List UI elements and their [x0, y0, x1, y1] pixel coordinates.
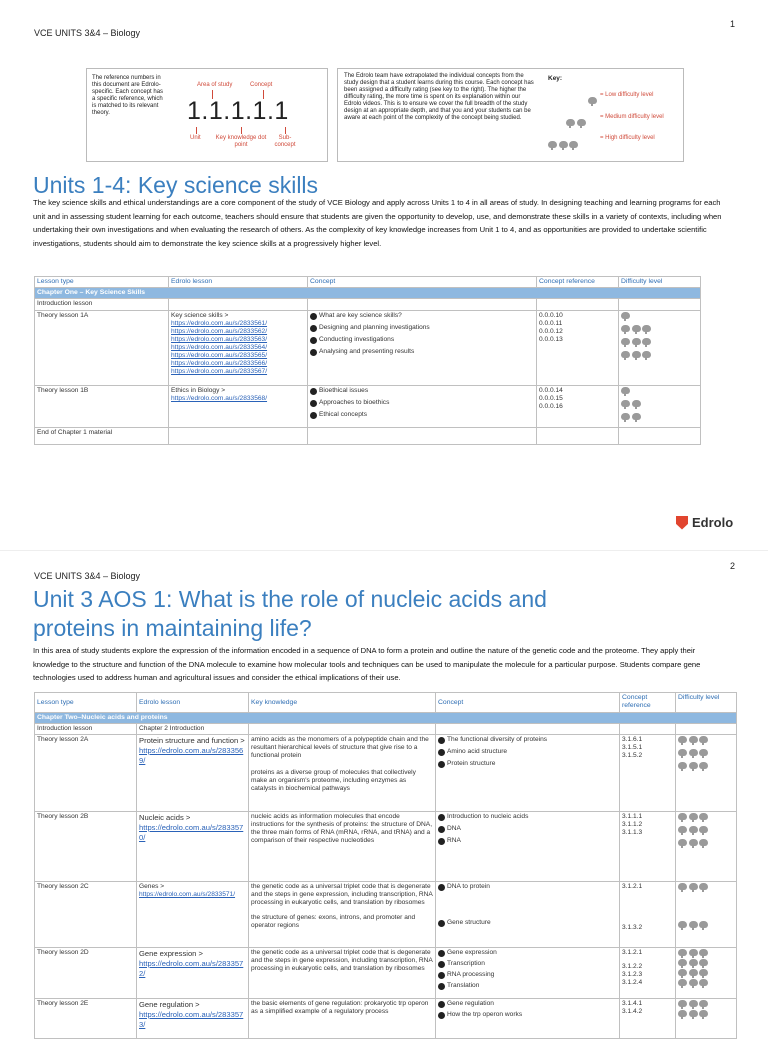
concept-item: Introduction to nucleic acids: [447, 813, 529, 820]
medium-difficulty-icons: [566, 113, 587, 131]
brain-icon: [699, 839, 708, 846]
brain-icon: [689, 813, 698, 820]
chapter-title: Chapter One – Key Science Skills: [35, 288, 701, 299]
concept-item: What are key science skills?: [319, 312, 402, 319]
brain-icon: [569, 141, 578, 148]
brain-icon: [621, 400, 630, 407]
concept-ref: 3.1.5.1: [622, 744, 643, 751]
key-title: Key:: [548, 75, 563, 82]
concept-ref: 0.0.0.13: [539, 336, 563, 343]
concept-item: RNA processing: [447, 971, 495, 978]
brain-icon: [678, 921, 687, 928]
concepts: [436, 735, 620, 812]
brain-icon: [678, 979, 687, 986]
key-knowledge: [249, 882, 436, 948]
difficulty-cell: [676, 948, 737, 999]
key-knowledge: the genetic code as a universal triplet code that is degenerate and the steps in gene expression, including transcription, RNA processing in eukaryotic cells, and translation by ribosomes: [249, 948, 436, 999]
table-row: [35, 724, 737, 735]
concept-item: Bioethical issues: [319, 387, 369, 394]
brain-icon: [678, 883, 687, 890]
brain-icon: [678, 813, 687, 820]
bullet-icon: [310, 349, 317, 356]
edrolo-lesson: [169, 311, 308, 386]
lesson-type: Theory lesson 2C: [35, 882, 137, 948]
concept-ref: 3.1.2.2: [622, 963, 643, 970]
brain-icon: [689, 1000, 698, 1007]
reference-key-box: [86, 68, 328, 162]
difficulty-rating: [621, 312, 698, 320]
lesson-link[interactable]: https://edrolo.com.au/s/2833567/: [171, 368, 268, 375]
concepts: [436, 999, 620, 1039]
lesson-title: Protein structure and function >: [139, 736, 245, 745]
brain-icon: [689, 969, 698, 976]
lesson-type: Introduction lesson: [35, 299, 169, 311]
intro-paragraph: The key science skills and ethical understandings are a core component of the study of VCE Biology and apply across Units 1 to 4 in all areas of study. In designing teaching and learning programs for each unit and in assessing student learning for each outcome, teachers should ensure that students are given the opportunity to develop, use, and demonstrate these skills in a variety of contexts, including when undertaking their own investigations and when evaluating the research of others. As the complexity of key knowledge increases from Unit 1 to 4, and as opportunities are provided to undertake scientific investigations, students should aim to demonstrate the key science skills at a progressively higher level.: [33, 198, 722, 248]
bullet-icon: [438, 737, 445, 744]
bullet-icon: [438, 1012, 445, 1019]
bullet-icon: [310, 388, 317, 395]
brain-icon: [621, 325, 630, 332]
label-unit: Unit: [190, 135, 201, 141]
concept-ref: 0.0.0.11: [539, 320, 563, 327]
concept-references: [537, 386, 619, 428]
brain-icon: [632, 338, 641, 345]
concept-item: Protein structure: [447, 760, 496, 767]
chapter-title: Chapter Two–Nucleic acids and proteins: [35, 713, 737, 724]
chapter-row: [35, 713, 737, 724]
concept-item: Gene structure: [447, 919, 491, 926]
difficulty-key-box: [337, 68, 684, 162]
difficulty-rating: [621, 338, 698, 346]
difficulty-rating: [678, 883, 734, 891]
brain-icon: [678, 949, 687, 956]
brain-icon: [689, 921, 698, 928]
edrolo-lesson: Chapter 2 Introduction: [137, 724, 249, 735]
header-edrolo-lesson: Edrolo lesson: [169, 277, 308, 288]
difficulty-rating: [621, 413, 698, 421]
header-lesson-type: Lesson type: [35, 693, 137, 713]
brain-icon: [699, 949, 708, 956]
difficulty-rating: [678, 949, 734, 957]
brain-icon: [588, 97, 597, 104]
header-concept-reference: Concept reference: [620, 693, 676, 713]
table-header-row: [35, 693, 737, 713]
brain-icon: [678, 959, 687, 966]
table-header-row: [35, 277, 701, 288]
concept-ref: 3.1.4.2: [622, 1008, 643, 1015]
brain-icon: [689, 949, 698, 956]
brain-icon: [689, 839, 698, 846]
brain-icon: [678, 1010, 687, 1017]
page-header: VCE UNITS 3&4 – Biology: [34, 571, 141, 581]
brain-icon: [678, 736, 687, 743]
difficulty-cell: [676, 812, 737, 882]
difficulty-rating: [678, 813, 734, 821]
table-row: [35, 735, 737, 812]
difficulty-rating: [678, 749, 734, 757]
concept-ref: 0.0.0.16: [539, 403, 563, 410]
difficulty-cell: [676, 735, 737, 812]
difficulty-cell: [676, 999, 737, 1039]
concept-references: [620, 948, 676, 999]
brain-icon: [621, 413, 630, 420]
lesson-link[interactable]: https://edrolo.com.au/s/2833562/: [171, 328, 268, 335]
lesson-type: Introduction lesson: [35, 724, 137, 735]
concept-item: Amino acid structure: [447, 748, 508, 755]
concept-ref: 3.1.1.2: [622, 821, 643, 828]
brain-icon: [621, 387, 630, 394]
lesson-link[interactable]: https://edrolo.com.au/s/2833564/: [171, 344, 268, 351]
lesson-link[interactable]: https://edrolo.com.au/s/2833569/: [139, 746, 244, 765]
lesson-table: [34, 692, 737, 1039]
concept-item: Approaches to bioethics: [319, 399, 390, 406]
brain-icon: [699, 979, 708, 986]
bullet-icon: [310, 337, 317, 344]
lesson-link[interactable]: https://edrolo.com.au/s/2833570/: [139, 823, 244, 842]
brain-icon: [689, 826, 698, 833]
key-low: = Low difficulty level: [600, 92, 654, 98]
edrolo-lesson: [137, 999, 249, 1039]
table-row: [35, 948, 737, 999]
concept-ref: 0.0.0.14: [539, 387, 563, 394]
difficulty-rating: [621, 387, 698, 395]
bullet-icon: [438, 950, 445, 957]
brain-icon: [689, 736, 698, 743]
header-difficulty-level: Difficulty level: [619, 277, 701, 288]
header-key-knowledge: Key knowledge: [249, 693, 436, 713]
page-title-line: proteins in maintaining life?: [33, 615, 312, 641]
brain-icon: [678, 839, 687, 846]
bullet-icon: [438, 884, 445, 891]
concept-item: How the trp operon works: [447, 1011, 523, 1018]
header-concept-reference: Concept reference: [537, 277, 619, 288]
concepts: [308, 386, 537, 428]
header-lesson-type: Lesson type: [35, 277, 169, 288]
lesson-title: Gene expression >: [139, 949, 203, 958]
lesson-table: [34, 276, 701, 445]
brain-icon: [699, 736, 708, 743]
lesson-link[interactable]: https://edrolo.com.au/s/2833573/: [139, 1010, 244, 1029]
label-concept: Concept: [250, 82, 273, 88]
concept-ref: 3.1.5.2: [622, 752, 643, 759]
concept-ref: 3.1.2.1: [622, 949, 643, 956]
difficulty-rating: [678, 762, 734, 770]
lesson-link[interactable]: https://edrolo.com.au/s/2833561/: [171, 320, 268, 327]
brain-icon: [699, 883, 708, 890]
page-title: Units 1-4: Key science skills: [33, 172, 319, 198]
concept-item: Gene expression: [447, 949, 497, 956]
table-row: [35, 812, 737, 882]
concept-references: [620, 882, 676, 948]
lesson-title: Ethics in Biology >: [171, 387, 226, 394]
brain-icon: [621, 338, 630, 345]
concept-references: [620, 735, 676, 812]
shield-logo-icon: [676, 516, 688, 530]
bullet-icon: [438, 1001, 445, 1008]
bullet-icon: [310, 325, 317, 332]
concepts: [436, 812, 620, 882]
difficulty-cell: [619, 311, 701, 386]
brain-icon: [642, 351, 651, 358]
difficulty-rating: [678, 736, 734, 744]
label-key-knowledge: Key knowledge dot point: [215, 135, 267, 148]
concept-item: Analysing and presenting results: [319, 348, 415, 355]
brain-icon: [632, 400, 641, 407]
brain-icon: [699, 813, 708, 820]
intro-paragraph: In this area of study students explore the expression of the information encoded in a sequence of DNA to form a protein and outline the nature of the genetic code and the proteome. They apply their knowledge to the structure and function of the DNA molecule to examine how molecular tools and techniques can be used to manipulate the molecule for a particular purpose. Students compare gene technologies used to address human and agricultural issues and consider the ethical implications of their use.: [33, 646, 701, 682]
table-row: [35, 311, 701, 386]
concept-ref: 3.1.1.1: [622, 813, 643, 820]
concept-item: RNA: [447, 837, 461, 844]
bullet-icon: [438, 838, 445, 845]
lesson-type: Theory lesson 2E: [35, 999, 137, 1039]
table-row: [35, 999, 737, 1039]
bullet-icon: [438, 749, 445, 756]
brain-icon: [689, 762, 698, 769]
concept-item: Translation: [447, 982, 480, 989]
concept-ref: 3.1.2.3: [622, 971, 643, 978]
lesson-type: Theory lesson 2B: [35, 812, 137, 882]
lesson-title: Key science skills >: [171, 312, 229, 319]
brain-icon: [678, 826, 687, 833]
brain-icon: [566, 119, 575, 126]
low-difficulty-icons: [588, 91, 599, 109]
edrolo-lesson: [137, 735, 249, 812]
bullet-icon: [310, 313, 317, 320]
connector-line: [241, 127, 242, 134]
bullet-icon: [438, 920, 445, 927]
difficulty-rating: [621, 400, 698, 408]
header-concept: Concept: [308, 277, 537, 288]
concept-item: Gene regulation: [447, 1000, 494, 1007]
edrolo-lesson: [169, 386, 308, 428]
brain-icon: [699, 921, 708, 928]
bullet-icon: [438, 961, 445, 968]
brain-icon: [689, 883, 698, 890]
high-difficulty-icons: [548, 135, 580, 153]
brain-icon: [642, 325, 651, 332]
lesson-type: Theory lesson 1A: [35, 311, 169, 386]
concept-item: DNA: [447, 825, 461, 832]
chapter-row: [35, 288, 701, 299]
brain-icon: [632, 351, 641, 358]
lesson-type: Theory lesson 2A: [35, 735, 137, 812]
concept-ref: 3.1.6.1: [622, 736, 643, 743]
difficulty-rating: [678, 1010, 734, 1018]
brain-icon: [621, 351, 630, 358]
brain-icon: [699, 749, 708, 756]
bullet-icon: [438, 761, 445, 768]
difficulty-rating: [678, 921, 734, 929]
bullet-icon: [310, 400, 317, 407]
key-knowledge: [249, 735, 436, 812]
knowledge-text: the structure of genes: exons, introns, and promoter and operator regions: [251, 914, 416, 929]
page-number: 2: [730, 561, 736, 571]
difficulty-rating: [621, 351, 698, 359]
concepts: [436, 948, 620, 999]
lesson-link[interactable]: https://edrolo.com.au/s/2833568/: [171, 395, 268, 402]
header-edrolo-lesson: Edrolo lesson: [137, 693, 249, 713]
difficulty-description: The Edrolo team have extrapolated the individual concepts from the study design that a student learns during this course. Each concept has been assigned a difficulty rating (see key to the right). The higher the difficulty rating, the more time is spent on its explanation within our Edrolo videos. This is to ensure we cover the full breadth of the study design at an appropriate depth, and that you and your students can be aware at each point of the complexity of the concept being studied.: [344, 73, 534, 121]
concept-ref: 0.0.0.10: [539, 312, 563, 319]
lesson-link[interactable]: https://edrolo.com.au/s/2833563/: [171, 336, 268, 343]
connector-line: [285, 127, 286, 134]
concept-ref: 3.1.2.4: [622, 979, 643, 986]
bullet-icon: [438, 814, 445, 821]
brain-icon: [632, 413, 641, 420]
table-row: [35, 428, 701, 445]
concept-ref: 3.1.2.1: [622, 883, 643, 890]
lesson-title: Genes >: [139, 883, 165, 890]
brain-icon: [689, 959, 698, 966]
concepts: [436, 882, 620, 948]
brain-icon: [678, 1000, 687, 1007]
page-title-line: Unit 3 AOS 1: What is the role of nucleic acids and: [33, 586, 547, 612]
concept-references: [620, 812, 676, 882]
page-number: 1: [730, 19, 736, 29]
lesson-link[interactable]: https://edrolo.com.au/s/2833566/: [171, 360, 268, 367]
concept-item: Designing and planning investigations: [319, 324, 430, 331]
brain-icon: [699, 969, 708, 976]
brain-icon: [621, 312, 630, 319]
brain-icon: [689, 1010, 698, 1017]
difficulty-rating: [621, 325, 698, 333]
reference-description: The reference numbers in this document are Edrolo-specific. Each concept has a specific reference, which is matched to its relevant theory.: [92, 75, 164, 116]
brain-icon: [699, 826, 708, 833]
table-row: [35, 299, 701, 311]
label-area-of-study: Area of study: [197, 82, 233, 88]
difficulty-rating: [678, 969, 734, 977]
difficulty-cell: [676, 882, 737, 948]
concept-item: DNA to protein: [447, 883, 490, 890]
brain-icon: [642, 338, 651, 345]
lesson-title: Gene regulation >: [139, 1000, 200, 1009]
concept-ref: 3.1.1.3: [622, 829, 643, 836]
bullet-icon: [438, 972, 445, 979]
table-row: [35, 882, 737, 948]
brain-icon: [678, 762, 687, 769]
knowledge-text: amino acids as the monomers of a polypeptide chain and the resultant hierarchical levels of structure that give rise to a functional protein: [251, 736, 429, 759]
concept-ref: 0.0.0.15: [539, 395, 563, 402]
reference-number-example: 1.1.1.1.1: [187, 97, 289, 125]
connector-line: [196, 127, 197, 134]
concept-ref: 3.1.3.2: [622, 924, 643, 931]
brain-icon: [689, 979, 698, 986]
lesson-type: Theory lesson 2D: [35, 948, 137, 999]
brain-icon: [699, 1000, 708, 1007]
bullet-icon: [438, 983, 445, 990]
concept-ref: 3.1.4.1: [622, 1000, 643, 1007]
concept-item: The functional diversity of proteins: [447, 736, 548, 743]
concept-references: [537, 311, 619, 386]
lesson-type: Theory lesson 1B: [35, 386, 169, 428]
bullet-icon: [310, 412, 317, 419]
lesson-link[interactable]: https://edrolo.com.au/s/2833571/: [139, 891, 236, 898]
key-knowledge: nucleic acids as information molecules that encode instructions for the synthesis of proteins: the structure of DNA, the three main forms of RNA (mRNA, rRNA, and tRNA) and a comparison of their respective nucleotides: [249, 812, 436, 882]
concept-item: Ethical concepts: [319, 411, 368, 418]
brain-icon: [559, 141, 568, 148]
page-divider: [0, 550, 768, 551]
brain-icon: [577, 119, 586, 126]
key-medium: = Medium difficulty level: [600, 114, 664, 120]
difficulty-rating: [678, 959, 734, 967]
brain-icon: [699, 959, 708, 966]
knowledge-text: the genetic code as a universal triplet code that is degenerate and the steps in gene expression, including transcription, RNA processing in eukaryotic cells, and translation by ribosomes: [251, 883, 433, 906]
brain-icon: [548, 141, 557, 148]
label-sub-concept: Sub-concept: [274, 135, 296, 148]
difficulty-rating: [678, 1000, 734, 1008]
concepts: [308, 311, 537, 386]
logo-text: Edrolo: [692, 515, 734, 530]
table-row: [35, 386, 701, 428]
difficulty-rating: [678, 839, 734, 847]
brain-icon: [632, 325, 641, 332]
lesson-link[interactable]: https://edrolo.com.au/s/2833565/: [171, 352, 268, 359]
brain-icon: [678, 969, 687, 976]
concept-references: [620, 999, 676, 1039]
page-header: VCE UNITS 3&4 – Biology: [34, 28, 141, 38]
difficulty-rating: [678, 979, 734, 987]
difficulty-rating: [678, 826, 734, 834]
brain-icon: [689, 749, 698, 756]
knowledge-text: proteins as a diverse group of molecules that collectively make an organism's proteome, including enzymes as catalysts in biochemical pathways: [251, 769, 416, 792]
concept-ref: 0.0.0.12: [539, 328, 563, 335]
difficulty-cell: [619, 386, 701, 428]
lesson-title: Nucleic acids >: [139, 813, 191, 822]
lesson-link[interactable]: https://edrolo.com.au/s/2833572/: [139, 959, 244, 978]
edrolo-lesson: [137, 812, 249, 882]
header-difficulty-level: Difficulty level: [676, 693, 737, 713]
edrolo-lesson: [137, 948, 249, 999]
concept-item: Conducting investigations: [319, 336, 395, 343]
lesson-type: End of Chapter 1 material: [35, 428, 169, 445]
brain-icon: [678, 749, 687, 756]
edrolo-lesson: [137, 882, 249, 948]
concept-item: Transcription: [447, 960, 485, 967]
key-knowledge: the basic elements of gene regulation: prokaryotic trp operon as a simplified example of a regulatory process: [249, 999, 436, 1039]
edrolo-logo: [676, 515, 733, 530]
bullet-icon: [438, 826, 445, 833]
brain-icon: [699, 762, 708, 769]
key-high: = High difficulty level: [600, 135, 655, 141]
brain-icon: [699, 1010, 708, 1017]
header-concept: Concept: [436, 693, 620, 713]
